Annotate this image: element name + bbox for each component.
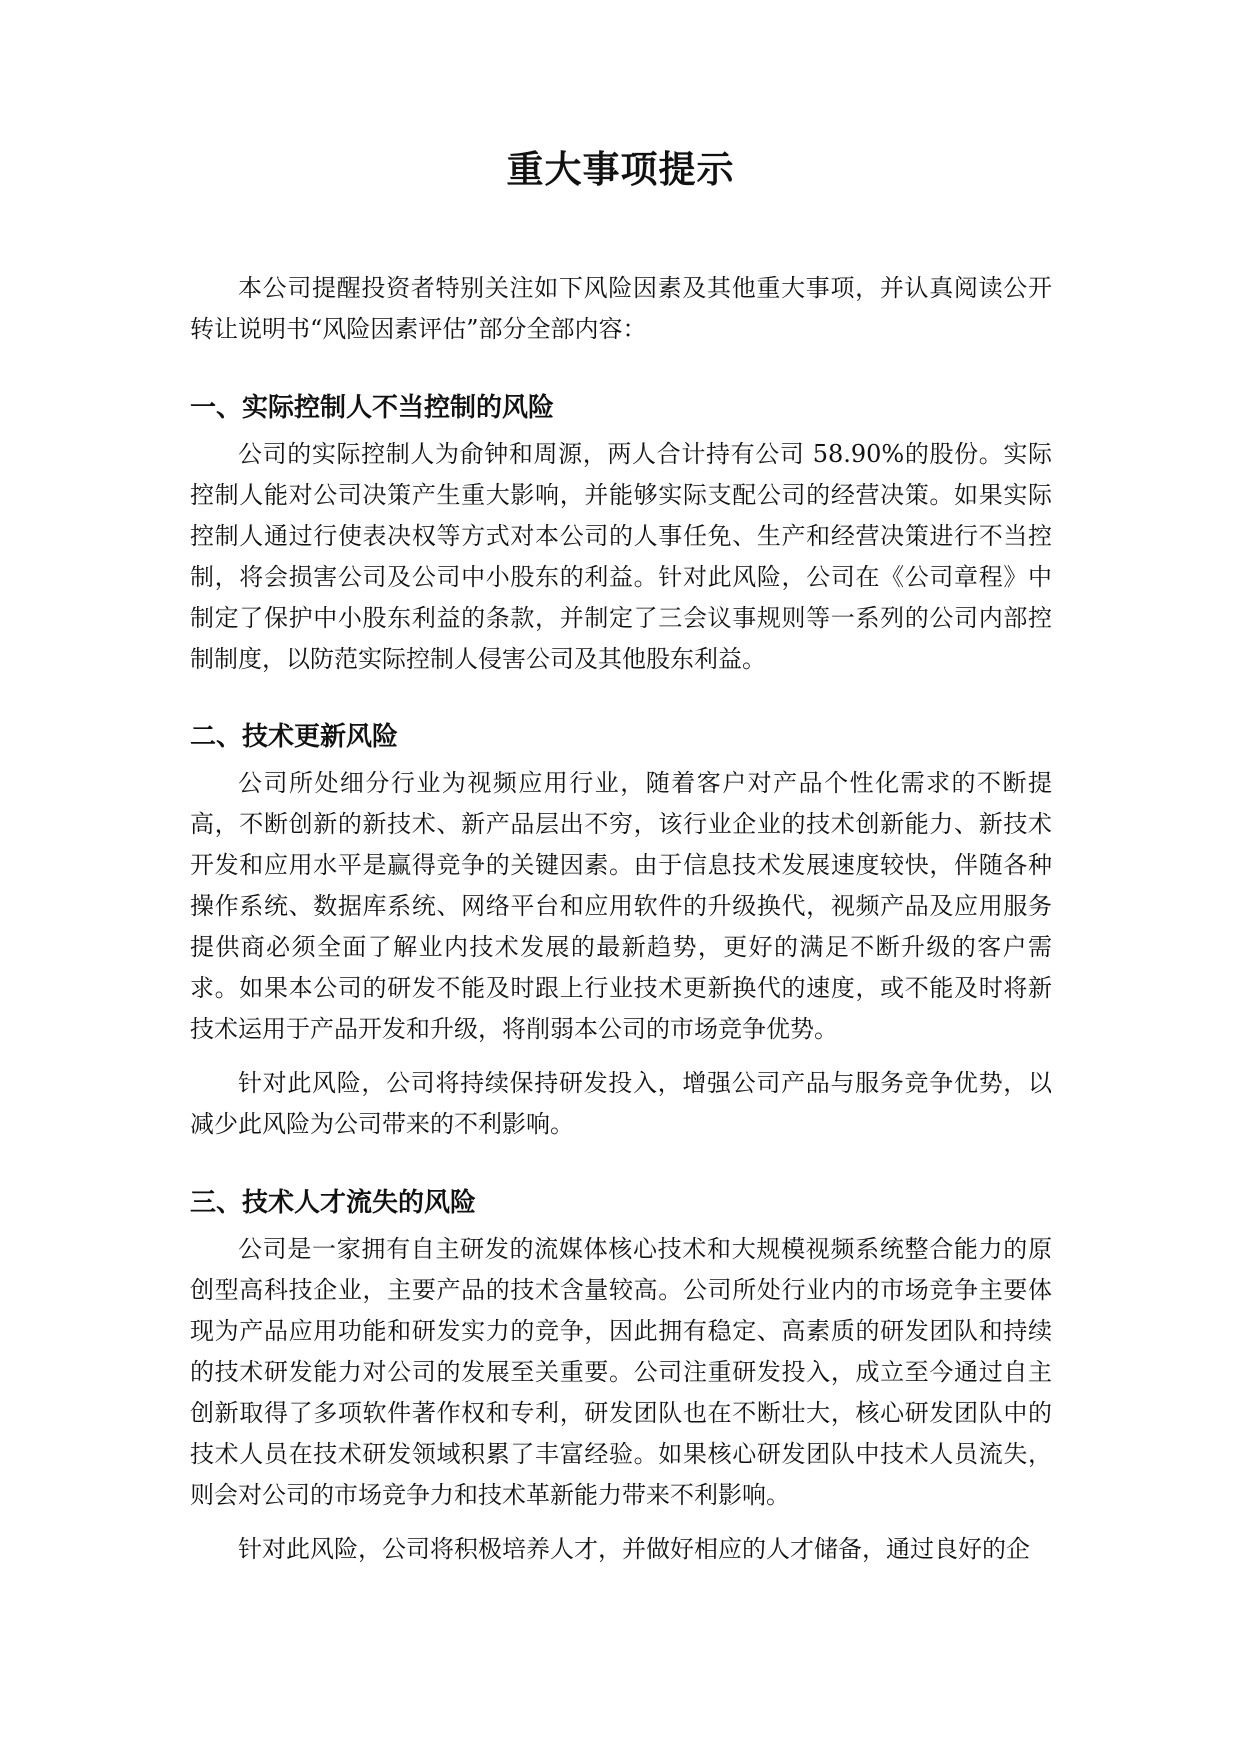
document-body	[190, 268, 1052, 1570]
section-heading-controller-risk: 一、实际控制人不当控制的风险	[190, 393, 555, 423]
section-paragraph: 公司的实际控制人为俞钟和周源，两人合计持有公司 58.90%的股份。实际控制人能对公司决策产生重大影响，并能够实际支配公司的经营决策。如果实际控制人通过行使表决权等方式对本公司的人事任免、生产和经营决策进行不当控制，将会损害公司及公司中小股东的利益。针对此风险，公司在《公司章程》中制定了保护中小股东利益的条款，并制定了三会议事规则等一系列的公司内部控制制度，以防范实际控制人侵害公司及其他股东利益。	[190, 440, 1052, 673]
page-title: 重大事项提示	[506, 148, 735, 191]
section-paragraph: 针对此风险，公司将持续保持研发投入，增强公司产品与服务竞争优势，以减少此风险为公司带来的不利影响。	[190, 1069, 1052, 1138]
section-paragraph: 公司所处细分行业为视频应用行业，随着客户对产品个性化需求的不断提高，不断创新的新技术、新产品层出不穷，该行业企业的技术创新能力、新技术开发和应用水平是赢得竞争的关键因素。由于信息技术发展速度较快，伴随各种操作系统、数据库系统、网络平台和应用软件的升级换代，视频产品及应用服务提供商必须全面了解业内技术发展的最新趋势，更好的满足不断升级的客户需求。如果本公司的研发不能及时跟上行业技术更新换代的速度，或不能及时将新技术运用于产品开发和升级，将削弱本公司的市场竞争优势。	[190, 769, 1052, 1043]
section-heading-talent-loss-risk: 三、技术人才流失的风险	[190, 1188, 477, 1218]
section-heading-tech-update-risk: 二、技术更新风险	[190, 722, 399, 752]
section-paragraph: 公司是一家拥有自主研发的流媒体核心技术和大规模视频系统整合能力的原创型高科技企业，主要产品的技术含量较高。公司所处行业内的市场竞争主要体现为产品应用功能和研发实力的竞争，因此拥有稳定、高素质的研发团队和持续的技术研发能力对公司的发展至关重要。公司注重研发投入，成立至今通过自主创新取得了多项软件著作权和专利，研发团队也在不断壮大，核心研发团队中的技术人员在技术研发领域积累了丰富经验。如果核心研发团队中技术人员流失，则会对公司的市场竞争力和技术革新能力带来不利影响。	[190, 1235, 1052, 1509]
section-paragraph: 针对此风险，公司将积极培养人才，并做好相应的人才储备，通过良好的企	[238, 1535, 1030, 1563]
intro-paragraph: 本公司提醒投资者特别关注如下风险因素及其他重大事项，并认真阅读公开转让说明书“风险因素评估”部分全部内容：	[190, 274, 1052, 343]
